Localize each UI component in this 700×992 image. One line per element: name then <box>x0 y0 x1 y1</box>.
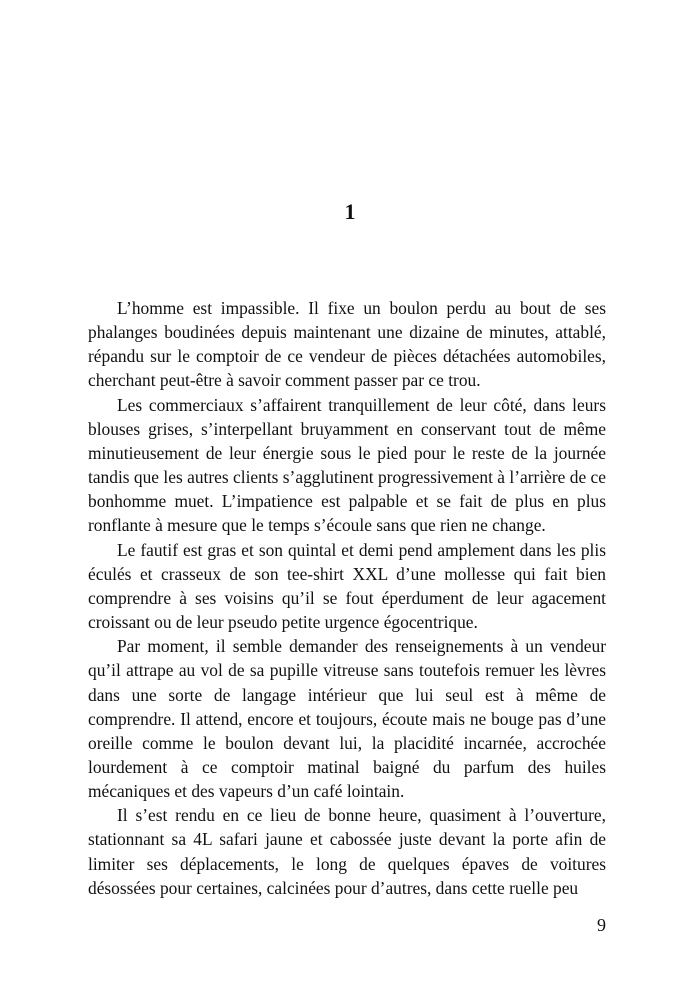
paragraph: Le fautif est gras et son quintal et demi pend amplement dans les plis éculés et crasseux de son tee-shirt XXL d’une mollesse qui fait bien comprendre à ses voisins qu’il se fout éperdument de leur agacement croissant ou de leur pseudo petite urgence égocentrique. <box>88 539 606 633</box>
chapter-text <box>88 296 606 900</box>
paragraph: Les commerciaux s’affairent tranquillement de leur côté, dans leurs blouses grises, s’interpellant bruyamment en conservant tout de même minutieusement de leur énergie sous le pied pour le reste de la journée tandis que les autres clients s’agglutinent progressivement à l’arrière de ce bonhomme muet. L’impatience est palpable et se fait de plus en plus ronflante à mesure que le temps s’écoule sans que rien ne change. <box>88 394 606 536</box>
chapter-number: 1 <box>344 199 356 224</box>
paragraph: L’homme est impassible. Il fixe un boulon perdu au bout de ses phalanges boudinées depuis maintenant une dizaine de minutes, attablé, répandu sur le comptoir de ce vendeur de pièces détachées automobiles, cherchant peut-être à savoir comment passer par ce trou. <box>88 298 606 391</box>
paragraph: Par moment, il semble demander des renseignements à un vendeur qu’il attrape au vol de sa pupille vitreuse sans toutefois remuer les lèvres dans une sorte de langage intérieur que lui seul est à même de comprendre. Il attend, encore et toujours, écoute mais ne bouge pas d’une oreille comme le boulon devant lui, la placidité incarnée, accrochée lourdement à ce comptoir matinal baigné du parfum des huiles mécaniques et des vapeurs d’un café lointain. <box>88 636 606 802</box>
page-number: 9 <box>597 915 606 935</box>
paragraph: Il s’est rendu en ce lieu de bonne heure, quasiment à l’ouverture, stationnant sa 4L safari jaune et cabossée juste devant la porte afin de limiter ses déplacements, le long de quelques épaves de voitures désossées pour certaines, calcinées pour d’autres, dans cette ruelle peu <box>88 805 606 898</box>
